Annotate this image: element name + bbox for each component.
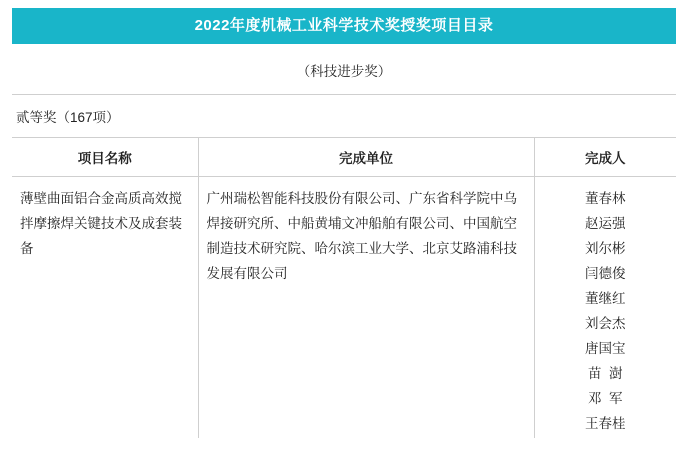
table-header-row [12,138,676,177]
person-name: 刘会杰 [585,315,626,331]
person-name: 苗 澍 [587,365,623,381]
person-name: 王春桂 [585,415,626,431]
person-name: 刘尔彬 [585,240,626,256]
person-name: 闫德俊 [585,265,626,281]
column-header-project-name: 项目名称 [12,138,198,177]
page-title: 2022年度机械工业科学技术奖授奖项目目录 [12,8,676,44]
document-page [0,8,688,457]
person-name: 董春林 [585,191,626,206]
person-name: 唐国宝 [585,340,626,356]
cell-project-name: 薄壁曲面铝合金高质高效搅拌摩擦焊关键技术及成套装备 [12,177,198,439]
column-header-units: 完成单位 [198,138,534,177]
person-name: 董继红 [585,290,626,306]
person-name: 邓 军 [587,390,623,406]
awards-table [12,138,676,438]
awards-table-wrapper [0,138,688,438]
cell-people [534,177,676,439]
table-row [12,177,676,439]
person-name: 赵运强 [585,215,626,231]
award-section-label: 贰等奖（167项） [12,95,676,138]
page-subtitle: （科技进步奖） [12,44,676,95]
cell-units: 广州瑞松智能科技股份有限公司、广东省科学院中乌焊接研究所、中船黄埔文冲船舶有限公司、中国航空制造技术研究院、哈尔滨工业大学、北京艾路浦科技发展有限公司 [198,177,534,439]
column-header-people: 完成人 [534,138,676,177]
